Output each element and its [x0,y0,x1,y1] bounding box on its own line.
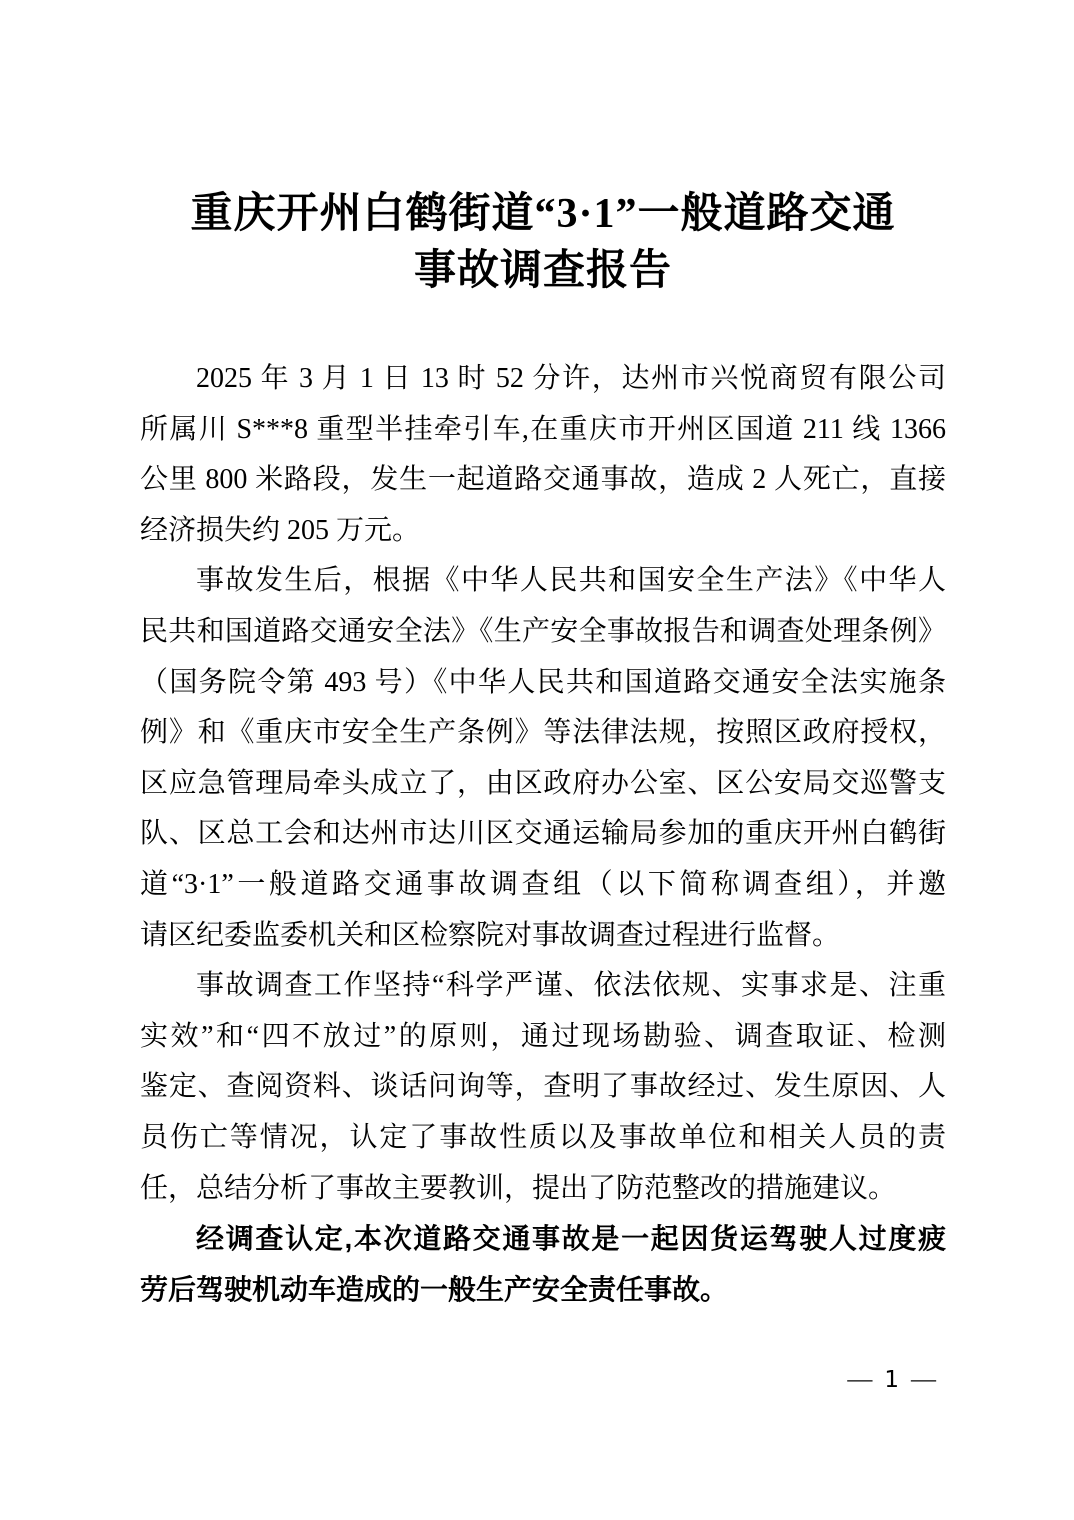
text-line: 区应急管理局牵头成立了，由区政府办公室、区公安局交巡警支 [140,767,946,799]
text-line: 实效”和“四不放过”的原则，通过现场勘验、调查取证、检测 [140,1020,946,1052]
document-content [140,0,946,1315]
footer-right-dash: — [911,1366,936,1393]
paragraph-4 [140,1214,946,1315]
text-line: 劳后驾驶机动车造成的一般生产安全责任事故。 [140,1273,729,1305]
text-line: 民共和国道路交通安全法》《生产安全事故报告和调查处理条例》 [140,615,946,647]
page-number: 1 [884,1367,899,1393]
text-line: 事故调查工作坚持“科学严谨、依法依规、实事求是、注重 [196,970,946,1002]
text-line: 任，总结分析了事故主要教训，提出了防范整改的措施建议。 [140,1172,897,1204]
page-footer [847,1366,936,1394]
text-line: 队、区总工会和达州市达川区交通运输局参加的重庆开州白鹤街 [140,818,946,850]
title-line-2: 事故调查报告 [413,248,672,294]
text-line: 所属川 S***8 重型半挂牵引车,在重庆市开州区国道 211 线 1366 [140,413,946,445]
title-line-1: 重庆开州白鹤街道“3·1”一般道路交通 [190,191,896,237]
document-body [140,354,946,1315]
text-line: 请区纪委监委机关和区检察院对事故调查过程进行监督。 [140,919,841,951]
text-line: 经济损失约 205 万元。 [140,514,421,546]
text-line: 2025 年 3 月 1 日 13 时 52 分许，达州市兴悦商贸有限公司 [196,363,946,394]
text-line: 例》和《重庆市安全生产条例》等法律法规，按照区政府授权， [140,717,946,749]
footer-left-dash: — [847,1366,873,1393]
paragraph-2 [140,556,946,961]
text-line: 公里 800 米路段，发生一起道路交通事故，造成 2 人死亡，直接 [140,464,946,496]
paragraph-1 [140,354,946,556]
text-line: 事故发生后，根据《中华人民共和国安全生产法》《中华人 [196,565,946,597]
text-line: 经调查认定,本次道路交通事故是一起因货运驾驶人过度疲 [196,1223,946,1255]
paragraph-3 [140,961,946,1214]
text-line: 道“3·1”一般道路交通事故调查组（以下简称调查组），并邀 [140,868,946,900]
document-title [140,0,946,300]
text-line: 员伤亡等情况，认定了事故性质以及事故单位和相关人员的责 [140,1121,946,1153]
text-line: 鉴定、查阅资料、谈话问询等，查明了事故经过、发生原因、人 [140,1071,946,1103]
text-line: （国务院令第 493 号）《中华人民共和国道路交通安全法实施条 [140,666,946,698]
